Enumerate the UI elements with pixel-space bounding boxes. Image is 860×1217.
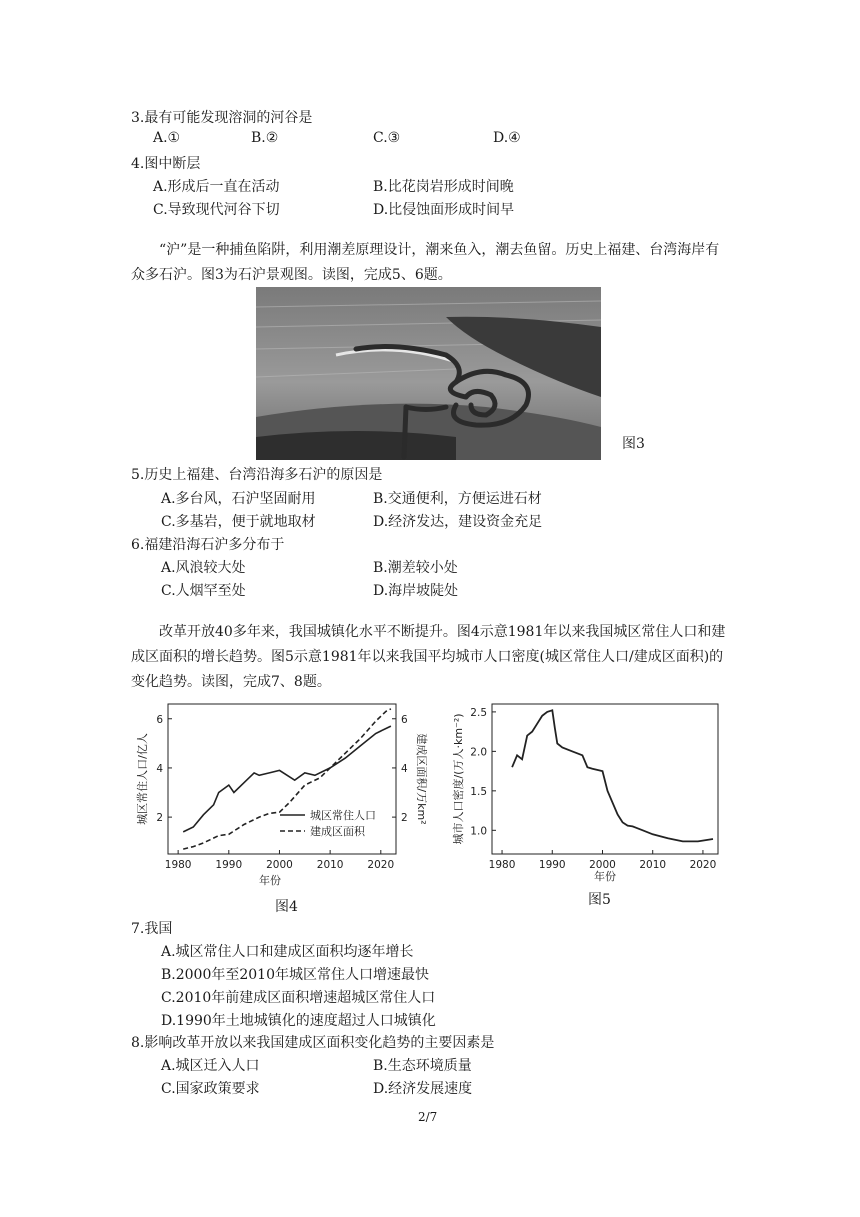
q4-option-a: A.形成后一直在活动 <box>153 179 280 195</box>
fig4-y-tick-label-left: 6 <box>156 713 163 726</box>
fig4-x-axis-label: 年份 <box>259 874 281 887</box>
fig5-y-tick-label: 1.5 <box>470 785 487 798</box>
q4-option-d: D.比侵蚀面形成时间早 <box>373 202 515 218</box>
fig5-series-density <box>512 710 713 841</box>
fig4-y-axis-label-left: 城区常住人口/亿人 <box>136 733 149 825</box>
passage-urbanization: 改革开放40多年来，我国城镇化水平不断提升。图4示意1981年以来我国城区常住人口和建成区面积的增长趋势。图5示意1981年以来我国平均城市人口密度(城区常住人口/建成区面积)的变化趋势。读图，完成7、8题。 <box>131 624 726 690</box>
fig4-caption: 图4 <box>275 899 298 915</box>
q5-option-c: C.多基岩，便于就地取材 <box>161 514 316 530</box>
q7-option-d: D.1990年土地城镇化的速度超过人口城镇化 <box>161 1013 436 1029</box>
q5-stem: 5.历史上福建、台湾沿海多石沪的原因是 <box>131 467 383 483</box>
fig4-x-tick-label: 2020 <box>367 859 395 871</box>
q7-option-b: B.2000年至2010年城区常住人口增速最快 <box>161 967 429 983</box>
figure-4-chart <box>130 700 430 892</box>
fig5-y-tick-label: 2.0 <box>470 746 487 759</box>
q6-option-c: C.人烟罕至处 <box>161 583 246 599</box>
fig4-y-tick-label-right: 6 <box>401 713 408 726</box>
fig4-x-tick-label: 2010 <box>316 859 344 871</box>
q4-option-b: B.比花岗岩形成时间晚 <box>373 179 514 195</box>
q8-stem: 8.影响改革开放以来我国建成区面积变化趋势的主要因素是 <box>131 1035 495 1051</box>
q8-option-a: A.城区迁入人口 <box>161 1058 260 1074</box>
fig5-x-tick-label: 2000 <box>589 859 616 871</box>
q4-stem: 4.图中断层 <box>131 156 201 172</box>
passage-stone-weir: “沪”是一种捕鱼陷阱，利用潮差原理设计，潮来鱼入，潮去鱼留。历史上福建、台湾海岸有众多石沪。图3为石沪景观图。读图，完成5、6题。 <box>131 242 720 283</box>
fig3-caption: 图3 <box>622 436 645 452</box>
fig5-x-tick-label: 1980 <box>488 859 516 871</box>
q3-stem: 3.最有可能发现溶洞的河谷是 <box>131 110 313 126</box>
q3-option-b: B.② <box>251 130 279 146</box>
fig5-y-tick-label: 1.0 <box>470 825 487 838</box>
q7-stem: 7.我国 <box>131 921 173 937</box>
fig4-y-axis-label-right: 建成区面积/万km² <box>415 733 428 825</box>
fig5-y-axis-label: 城市人口密度/(万人·km⁻²) <box>452 713 465 845</box>
fig4-y-tick-label-left: 2 <box>156 812 163 825</box>
q6-option-b: B.潮差较小处 <box>373 560 458 576</box>
q3-option-c: C.③ <box>373 130 401 146</box>
fig4-x-tick-label: 2000 <box>266 859 293 871</box>
q5-option-b: B.交通便利，方便运进石材 <box>373 491 542 507</box>
fig4-y-tick-label-right: 4 <box>401 762 408 775</box>
fig4-y-tick-label-left: 4 <box>156 762 163 775</box>
q6-option-a: A.风浪较大处 <box>161 560 246 576</box>
q8-option-c: C.国家政策要求 <box>161 1081 260 1097</box>
fig5-x-axis-label: 年份 <box>594 870 616 883</box>
fig4-x-tick-label: 1990 <box>215 859 243 871</box>
q3-option-d: D.④ <box>493 130 521 146</box>
fig5-x-tick-label: 2020 <box>689 859 717 871</box>
fig5-x-tick-label: 1990 <box>538 859 566 871</box>
q6-stem: 6.福建沿海石沪多分布于 <box>131 537 285 553</box>
fig5-y-tick-label: 2.5 <box>470 706 487 719</box>
fig5-caption: 图5 <box>588 892 611 908</box>
fig5-x-tick-label: 2010 <box>639 859 667 871</box>
stone-weir-photo <box>256 287 601 460</box>
q5-option-a: A.多台风，石沪坚固耐用 <box>161 491 316 507</box>
q6-option-d: D.海岸坡陡处 <box>373 583 459 599</box>
q8-option-b: B.生态环境质量 <box>373 1058 472 1074</box>
fig4-x-tick-label: 1980 <box>164 859 192 871</box>
q7-option-c: C.2010年前建成区面积增速超城区常住人口 <box>161 990 436 1006</box>
q5-option-d: D.经济发达，建设资金充足 <box>373 514 543 530</box>
q4-option-c: C.导致现代河谷下切 <box>153 202 280 218</box>
fig4-legend-built-area: 建成区面积 <box>310 825 365 838</box>
q3-option-a: A.① <box>153 130 181 146</box>
fig4-y-tick-label-right: 2 <box>401 812 408 825</box>
figure-5-chart <box>448 700 728 885</box>
q8-option-d: D.经济发展速度 <box>373 1081 473 1097</box>
q7-option-a: A.城区常住人口和建成区面积均逐年增长 <box>161 944 414 960</box>
fig4-legend-population: 城区常住人口 <box>310 809 376 822</box>
page-number: 2/7 <box>418 1110 438 1124</box>
